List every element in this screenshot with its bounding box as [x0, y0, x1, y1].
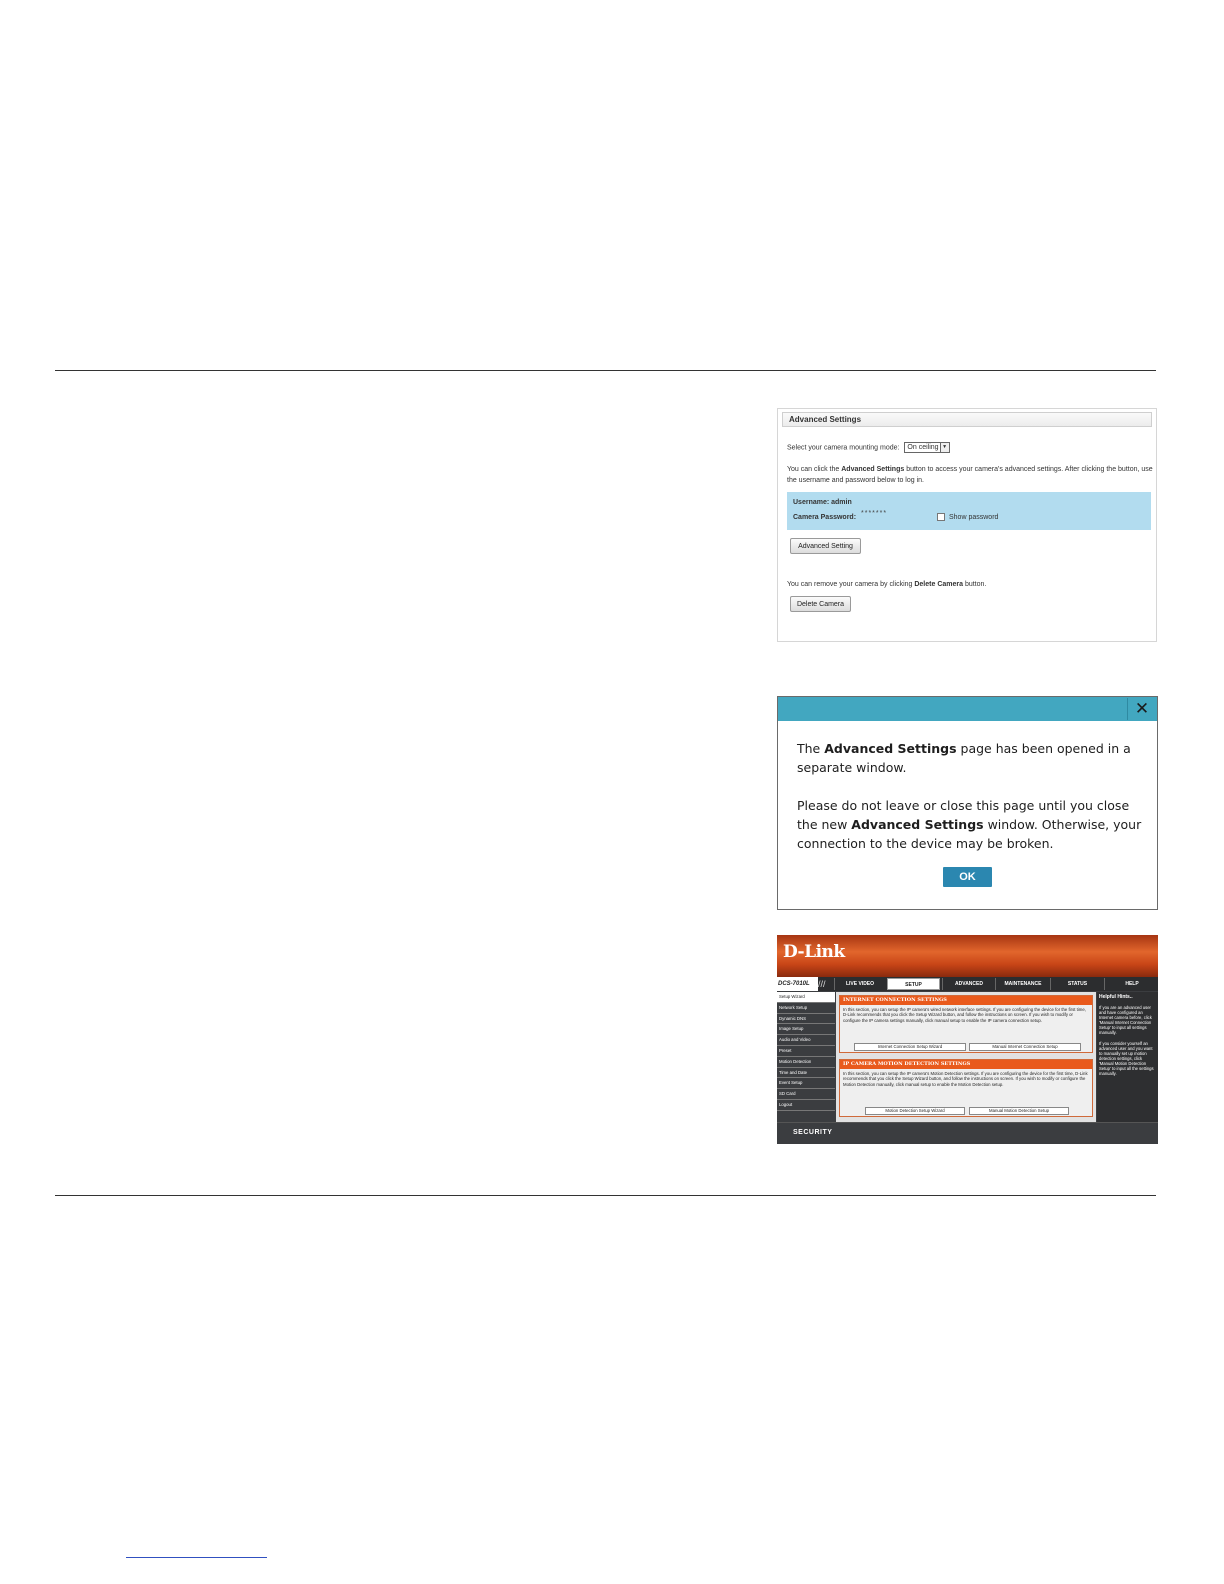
- hints-text-1: If you are an advanced user and have configured an Internet camera before, click 'Manual Internet Connection Setup' to input all settings manually.: [1099, 1005, 1152, 1036]
- tab-setup[interactable]: SETUP: [887, 978, 940, 990]
- close-icon[interactable]: ✕: [1127, 698, 1156, 720]
- password-mask: *******: [861, 510, 888, 517]
- dialog-message: [797, 739, 1142, 872]
- internet-settings-section: [839, 995, 1093, 1053]
- manual-internet-button[interactable]: Manual Internet Connection Setup: [969, 1043, 1081, 1051]
- slash-decoration: ///: [818, 979, 826, 989]
- manual-motion-button[interactable]: Manual Motion Detection Setup: [969, 1107, 1069, 1115]
- motion-wizard-button[interactable]: Motion Detection Setup Wizard: [865, 1107, 965, 1115]
- dialog-paragraph-2: Please do not leave or close this page until you close the new Advanced Settings window. Otherwise, your connection to the device may be broken.: [797, 798, 1142, 851]
- mount-mode-label: Select your camera mounting mode:: [787, 444, 900, 452]
- top-rule: [55, 370, 1156, 371]
- tab-live-video[interactable]: LIVE VIDEO: [834, 978, 885, 990]
- security-label: SECURITY: [793, 1129, 833, 1136]
- sidebar-item-motion-detection[interactable]: Motion Detection: [777, 1057, 835, 1068]
- section-body: In this section, you can setup the IP camera's Motion Detection settings. If you are configuring the device for the first time, D-Link recommends that you click the Setup Wizard button, and follow the instructions on screen. If you wish to modify or configure the Motion Detection manually, click manual setup to enable the Motion Detection setup.: [843, 1071, 1088, 1087]
- sidebar-item-sd-card[interactable]: SD Card: [777, 1089, 835, 1100]
- advanced-setting-button[interactable]: Advanced Setting: [790, 538, 861, 554]
- dlink-logo: D-Link: [783, 942, 845, 962]
- credentials-box: [787, 492, 1151, 530]
- password-label: Camera Password:: [793, 514, 857, 521]
- sidebar-item-time-date[interactable]: Time and Date: [777, 1068, 835, 1079]
- hints-text-2: If you consider yourself an advanced user and you want to manually set up motion detection settings, click 'Manual Motion Detection Setup' to input all the settings manually.: [1099, 1040, 1154, 1077]
- tab-help[interactable]: HELP: [1104, 978, 1158, 990]
- dlink-footer: [777, 1122, 1158, 1144]
- helpful-hints-panel: [1097, 992, 1158, 1122]
- show-password-checkbox[interactable]: [937, 513, 945, 521]
- model-label: DCS-7010L: [777, 977, 818, 991]
- sidebar-item-audio-video[interactable]: Audio and Video: [777, 1035, 835, 1046]
- dialog-titlebar: [778, 697, 1157, 721]
- advanced-settings-panel: [777, 408, 1157, 642]
- sidebar-item-event-setup[interactable]: Event Setup: [777, 1078, 835, 1089]
- dialog-paragraph-1: The Advanced Settings page has been opened in a separate window.: [797, 741, 1131, 775]
- section-buttons: [840, 1107, 1092, 1115]
- sidebar-item-image-setup[interactable]: Image Setup: [777, 1024, 835, 1035]
- tab-advanced[interactable]: ADVANCED: [942, 978, 995, 990]
- mount-mode-value: On ceiling: [907, 444, 939, 451]
- sidebar-item-dynamic-dns[interactable]: Dynamic DNS: [777, 1014, 835, 1025]
- show-password-label: Show password: [949, 513, 999, 521]
- delete-camera-button[interactable]: Delete Camera: [790, 596, 851, 612]
- sidebar-item-setup-wizard[interactable]: Setup Wizard: [777, 992, 835, 1003]
- hints-title: Helpful Hints..: [1099, 994, 1133, 1000]
- panel-title: Advanced Settings: [782, 412, 1152, 427]
- bottom-rule: [55, 1195, 1156, 1196]
- main-content: [836, 992, 1096, 1122]
- username-text: Username: admin: [793, 499, 852, 506]
- internet-wizard-button[interactable]: Internet Connection Setup Wizard: [854, 1043, 966, 1051]
- section-buttons: [840, 1043, 1092, 1051]
- mount-mode-row: [787, 442, 950, 453]
- tab-maintenance[interactable]: MAINTENANCE: [995, 978, 1050, 990]
- section-body: In this section, you can setup the IP camera's wired network interface settings. If you are configuring the device for the first time, D-Link recommends that you click the Setup Wizard button, and follow the instructions on screen. If you wish to modify or configure the IP camera settings manually, click manual setup to enable the IP camera connection setup.: [843, 1007, 1086, 1023]
- ok-button[interactable]: OK: [943, 867, 992, 887]
- section-title: IP CAMERA MOTION DETECTION SETTINGS: [840, 1060, 1092, 1069]
- sidebar: [777, 992, 835, 1122]
- dlink-setup-screen: [777, 935, 1158, 1144]
- sidebar-item-logout[interactable]: Logout: [777, 1100, 835, 1111]
- info-text: You can click the Advanced Settings button to access your camera's advanced settings. After clicking the button, use the username and password below to log in.: [787, 466, 1153, 484]
- section-title: INTERNET CONNECTION SETTINGS: [840, 996, 1092, 1005]
- sidebar-item-preset[interactable]: Preset: [777, 1046, 835, 1057]
- remove-text: You can remove your camera by clicking Delete Camera button.: [787, 581, 987, 588]
- chevron-down-icon[interactable]: ▼: [940, 443, 949, 452]
- advanced-settings-dialog: [777, 696, 1158, 910]
- footer-link-underline[interactable]: [126, 1557, 267, 1558]
- motion-settings-section: [839, 1059, 1093, 1117]
- show-password-toggle[interactable]: [937, 513, 998, 521]
- sidebar-item-network-setup[interactable]: Network Setup: [777, 1003, 835, 1014]
- mount-mode-select[interactable]: [904, 442, 949, 453]
- tab-status[interactable]: STATUS: [1050, 978, 1104, 990]
